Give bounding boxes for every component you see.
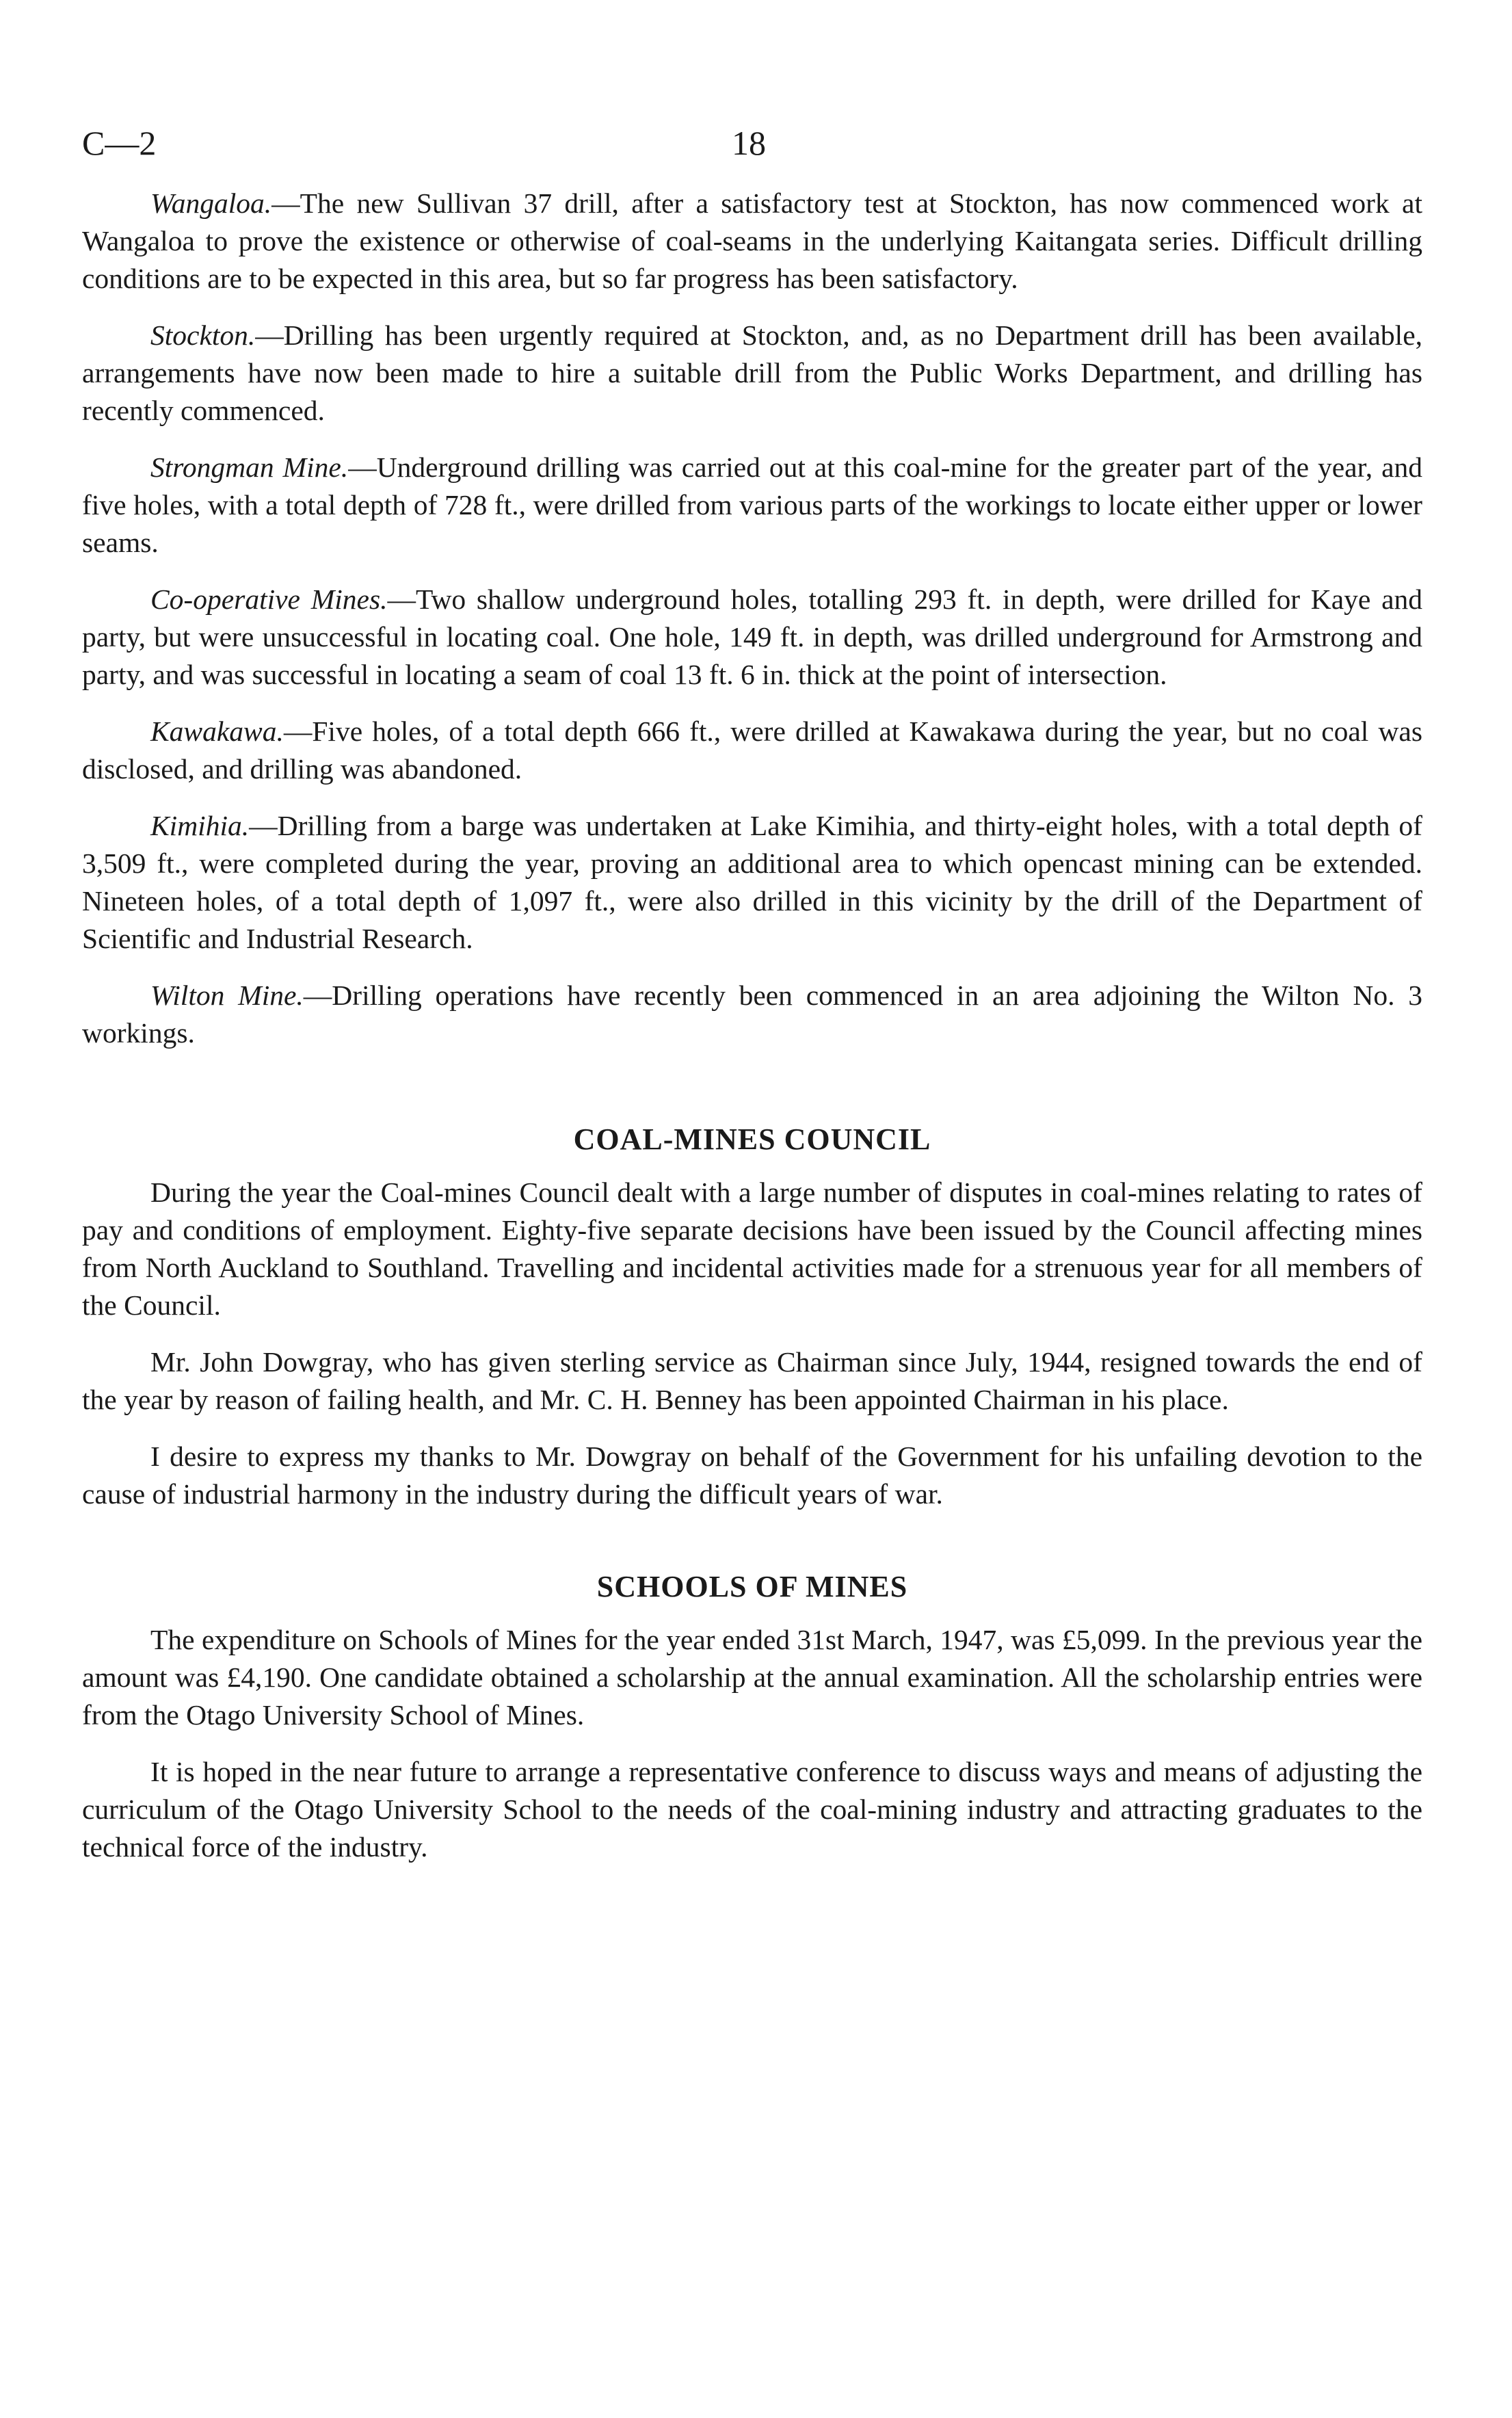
paragraph-kawakawa (82, 713, 1422, 788)
paragraph-text: —Five holes, of a total depth 666 ft., were drilled at Kawakawa during the year, but no coal was disclosed, and drilling was abandoned. (82, 715, 1422, 785)
page-header (82, 123, 1422, 185)
section-spacer (82, 1532, 1422, 1566)
paragraph-text: —The new Sullivan 37 drill, after a satisfactory test at Stockton, has now commenced work at Wangaloa to prove the existence or otherwise of coal-seams in the underlying Kaitangata series. Difficult drilling conditions are to be expected in this area, but so far progress has been satisfactory. (82, 187, 1422, 294)
paragraph-kimihia (82, 807, 1422, 958)
paragraph-text: —Underground drilling was carried out at this coal-mine for the greater part of the year, and five holes, with a total depth of 728 ft., were drilled from various parts of the workings to locate either upper or lower seams. (82, 451, 1422, 558)
paragraph-title: Wangaloa. (150, 187, 272, 219)
paragraph-title: Kimihia. (150, 810, 250, 841)
document-code: C—2 (82, 124, 157, 162)
paragraph-title: Strongman Mine. (150, 451, 349, 483)
paragraph-text: —Drilling from a barge was undertaken at Lake Kimihia, and thirty-eight holes, with a total depth of 3,509 ft., were completed during the year, proving an additional area to which opencast mining can be extended. Nineteen holes, of a total depth of 1,097 ft., were also drilled in this vicinity by the drill of the Department of Scientific and Industrial Research. (82, 810, 1422, 954)
paragraph-council-chairman: Mr. John Dowgray, who has given sterling service as Chairman since July, 1944, resigned towards the end of the year by reason of failing health, and Mr. C. H. Benney has been appointed Chairman in his place. (82, 1346, 1422, 1415)
paragraph-schools-conference: It is hoped in the near future to arrange a representative conference to discuss ways and means of adjusting the curriculum of the Otago University School to the needs of the coal-mining industry and attracting graduates to the technical force of the industry. (82, 1756, 1422, 1863)
page-number: 18 (732, 124, 766, 162)
paragraph-council-disputes: During the year the Coal-mines Council dealt with a large number of disputes in coal-mines relating to rates of pay and conditions of employment. Eighty-five separate decisions have been issued by the Council affecting mines from North Auckland to Southland. Travelling and incidental activities made for a strenuous year for all members of the Council. (82, 1177, 1422, 1321)
paragraph-schools-expenditure: The expenditure on Schools of Mines for the year ended 31st March, 1947, was £5,099. In the previous year the amount was £4,190. One candidate obtained a scholarship at the annual examination. All the scholarship entries were from the Otago University School of Mines. (82, 1624, 1422, 1731)
paragraph-wangaloa (82, 185, 1422, 298)
paragraph-stockton (82, 317, 1422, 430)
paragraph-title: Kawakawa. (150, 715, 284, 747)
paragraph-title: Wilton Mine. (150, 980, 304, 1011)
heading-schools-of-mines: SCHOOLS OF MINES (596, 1570, 908, 1603)
paragraph-text: —Drilling operations have recently been commenced in an area adjoining the Wilton No. 3 workings. (82, 980, 1422, 1049)
section-spacer (82, 1071, 1422, 1119)
document-page (82, 123, 1422, 1885)
paragraph-title: Co-operative Mines. (150, 583, 388, 615)
paragraph-title: Stockton. (150, 319, 256, 351)
paragraph-text: —Two shallow underground holes, totalling 293 ft. in depth, were drilled for Kaye and party, but were unsuccessful in locating coal. One hole, 149 ft. in depth, was drilled underground for Armstrong and party, and was successful in locating a seam of coal 13 ft. 6 in. thick at the point of intersection. (82, 583, 1422, 690)
paragraph-strongman-mine (82, 449, 1422, 562)
heading-coal-mines-council: COAL-MINES COUNCIL (573, 1122, 931, 1156)
paragraph-text: —Drilling has been urgently required at Stockton, and, as no Department drill has been available, arrangements have now been made to hire a suitable drill from the Public Works Department, and drilling has recently commenced. (82, 319, 1422, 426)
paragraph-council-thanks: I desire to express my thanks to Mr. Dowgray on behalf of the Government for his unfailing devotion to the cause of industrial harmony in the industry during the difficult years of war. (82, 1441, 1422, 1510)
paragraph-co-operative-mines (82, 581, 1422, 694)
paragraph-wilton-mine (82, 977, 1422, 1052)
